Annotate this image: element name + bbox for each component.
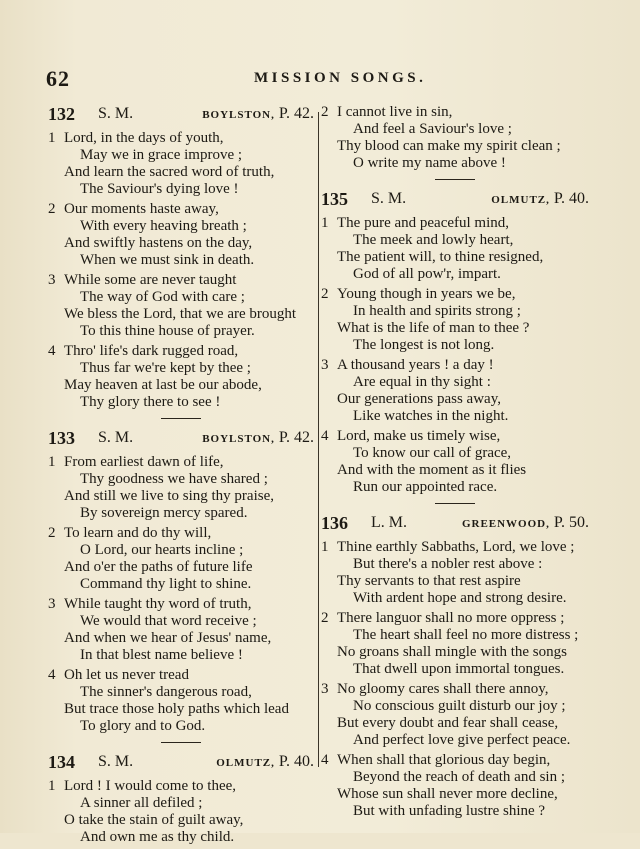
tune-page-ref: P. 40.	[278, 753, 314, 770]
verse-number: 1	[48, 130, 56, 146]
verse-line	[48, 812, 314, 829]
verse-line	[48, 394, 314, 411]
verse	[321, 104, 589, 172]
verse-number: 2	[48, 201, 56, 217]
verse-line-text: Beyond the reach of death and sin ;	[353, 769, 566, 785]
verse-line-text: And with the moment as it flies	[337, 462, 527, 478]
verse-line-text: Oh let us never tread	[64, 667, 189, 683]
verse-line-text: O Lord, our hearts incline ;	[80, 542, 244, 558]
verse-line	[321, 681, 589, 698]
hymn-meter: S. M.	[98, 429, 134, 446]
verse	[48, 778, 314, 846]
verse-line	[321, 391, 589, 408]
verse	[321, 286, 589, 354]
verse-line	[48, 377, 314, 394]
hymn-divider	[435, 503, 475, 504]
verse-line	[321, 786, 589, 803]
verse-line-text: By sovereign mercy spared.	[80, 505, 248, 521]
verse	[48, 454, 314, 522]
verse-line-text: But every doubt and fear shall cease,	[337, 715, 559, 731]
verse-line	[321, 590, 589, 607]
verse-line-text: Thy servants to that rest aspire	[337, 573, 521, 589]
verse-line-text: We bless the Lord, that we are brought	[64, 306, 297, 322]
verse-line	[48, 289, 314, 306]
verse-line	[321, 428, 589, 445]
verse-line-text: May heaven at last be our abode,	[64, 377, 262, 393]
verse-line-text: Are equal in thy sight :	[353, 374, 491, 390]
hymn-tune	[202, 429, 314, 447]
right-column	[321, 104, 589, 823]
verse-line-text: Thy glory there to see !	[80, 394, 221, 410]
verse-line	[321, 610, 589, 627]
verse-line	[48, 684, 314, 701]
verse-line	[321, 573, 589, 590]
verse-line-text: A thousand years ! a day !	[337, 357, 494, 373]
verse-line-text: What is the life of man to thee ?	[337, 320, 530, 336]
hymn-number: 132	[48, 104, 75, 124]
verse-line-text: The meek and lowly heart,	[353, 232, 514, 248]
verse-line-text: Like watches in the night.	[353, 408, 509, 424]
verse-line	[48, 795, 314, 812]
verse-line	[48, 360, 314, 377]
verse	[48, 596, 314, 664]
verse-line-text: Young though in years we be,	[337, 286, 516, 302]
verse-line	[48, 667, 314, 684]
verse-line	[48, 252, 314, 269]
verse-line-text: No groans shall mingle with the songs	[337, 644, 567, 660]
verse	[48, 343, 314, 411]
verse-line-text: The sinner's dangerous road,	[80, 684, 252, 700]
verse-line-text: The pure and peaceful mind,	[337, 215, 510, 231]
running-title: MISSION SONGS.	[254, 70, 427, 86]
verse-line-text: I cannot live in sin,	[337, 104, 453, 120]
tune-page-ref: P. 42.	[278, 429, 314, 446]
verse-line	[48, 829, 314, 846]
verse	[321, 752, 589, 820]
verse-line-text: Thy blood can make my spirit clean ;	[337, 138, 561, 154]
tune-name: BOYLSTON,	[202, 433, 275, 445]
verse-line-text: When shall that glorious day begin,	[337, 752, 551, 768]
hymn-heading	[48, 428, 314, 454]
verse-line	[48, 471, 314, 488]
verse-line	[321, 138, 589, 155]
verse-number: 4	[321, 752, 329, 768]
hymn-divider	[161, 742, 201, 743]
verse-number: 1	[321, 215, 329, 231]
verse-line-text: A sinner all defiled ;	[80, 795, 203, 811]
verse-line	[321, 374, 589, 391]
verse-line-text: There languor shall no more oppress ;	[337, 610, 565, 626]
verse-line	[321, 661, 589, 678]
verse-line-text: Our generations pass away,	[337, 391, 501, 407]
verse-number: 1	[321, 539, 329, 555]
verse-line	[321, 249, 589, 266]
verse	[48, 525, 314, 593]
hymn-tune	[491, 190, 589, 208]
verse-number: 3	[321, 681, 329, 697]
verse-number: 2	[321, 104, 329, 120]
hymn-number: 133	[48, 428, 75, 448]
hymn-number: 135	[321, 189, 348, 209]
verse-line	[321, 732, 589, 749]
verse-line-text: Lord, in the days of youth,	[64, 130, 224, 146]
verse-line	[321, 627, 589, 644]
verse-line-text: God of all pow'r, impart.	[353, 266, 501, 282]
verse-line-text: And learn the sacred word of truth,	[64, 164, 275, 180]
tune-page-ref: P. 50.	[553, 514, 589, 531]
verse-line	[48, 647, 314, 664]
tune-name: OLMUTZ,	[491, 194, 550, 206]
hymn-meter: S. M.	[98, 753, 134, 770]
verse-line-text: No conscious guilt disturb our joy ;	[353, 698, 566, 714]
verse-line-text: And perfect love give perfect peace.	[353, 732, 571, 748]
verse-line	[321, 266, 589, 283]
verse-line	[48, 542, 314, 559]
verse-line-text: To know our call of grace,	[353, 445, 512, 461]
verse-line-text: May we in grace improve ;	[80, 147, 243, 163]
verse-line-text: Whose sun shall never more decline,	[337, 786, 558, 802]
verse-line-text: Thro' life's dark rugged road,	[64, 343, 239, 359]
verse-line	[321, 215, 589, 232]
verse-line-text: Our moments haste away,	[64, 201, 219, 217]
verse-line	[48, 235, 314, 252]
verse-line-text: To this thine house of prayer.	[80, 323, 255, 339]
verse-line-text: No gloomy cares shall there annoy,	[337, 681, 549, 697]
tune-name: GREENWOOD,	[461, 518, 550, 530]
verse-line	[321, 445, 589, 462]
verse-line	[321, 769, 589, 786]
verse-line-text: But with unfading lustre shine ?	[353, 803, 546, 819]
tune-page-ref: P. 42.	[278, 105, 314, 122]
verse-line	[48, 701, 314, 718]
left-column	[48, 104, 314, 849]
verse-line-text: To learn and do thy will,	[64, 525, 212, 541]
verse-number: 1	[48, 778, 56, 794]
verse-line-text: That dwell upon immortal tongues.	[353, 661, 565, 677]
verse-number: 2	[48, 525, 56, 541]
verse-line	[321, 337, 589, 354]
verse-line-text: The longest is not long.	[353, 337, 495, 353]
verse-line	[321, 121, 589, 138]
verse-line	[48, 778, 314, 795]
verse-line	[321, 232, 589, 249]
verse-line	[48, 525, 314, 542]
verse-number: 3	[48, 596, 56, 612]
verse-number: 3	[48, 272, 56, 288]
verse-line-text: But trace those holy paths which lead	[64, 701, 289, 717]
verse-line	[321, 303, 589, 320]
page-header	[46, 66, 606, 92]
verse-line-text: We would that word receive ;	[80, 613, 257, 629]
verse-line	[321, 715, 589, 732]
verse-line-text: To glory and to God.	[80, 718, 206, 734]
verse-line-text: And own me as thy child.	[80, 829, 235, 845]
verse-number: 2	[321, 610, 329, 626]
verse-line	[321, 320, 589, 337]
verse	[321, 610, 589, 678]
verse-line-text: The heart shall feel no more distress ;	[353, 627, 579, 643]
verse-line	[48, 323, 314, 340]
verse-line	[48, 147, 314, 164]
verse-line	[321, 104, 589, 121]
verse-line-text: And still we live to sing thy praise,	[64, 488, 274, 504]
hymn-number: 136	[321, 513, 348, 533]
verse-line	[48, 272, 314, 289]
verse-line-text: The patient will, to thine resigned,	[337, 249, 544, 265]
verse-line-text: Run our appointed race.	[353, 479, 498, 495]
hymn-meter: S. M.	[98, 105, 134, 122]
verse-line	[321, 752, 589, 769]
hymn-meter: S. M.	[371, 190, 407, 207]
verse-line-text: In that blest name believe !	[80, 647, 243, 663]
verse-line	[321, 286, 589, 303]
hymn-heading	[48, 104, 314, 130]
verse-line	[48, 505, 314, 522]
verse-line-text: Command thy light to shine.	[80, 576, 252, 592]
hymn-tune	[462, 514, 589, 532]
verse-line-text: O write my name above !	[353, 155, 506, 171]
verse-line	[321, 408, 589, 425]
verse-line	[48, 164, 314, 181]
verse-line-text: With every heaving breath ;	[80, 218, 247, 234]
verse-line	[48, 130, 314, 147]
tune-page-ref: P. 40.	[553, 190, 589, 207]
verse-line-text: And feel a Saviour's love ;	[353, 121, 512, 137]
verse-line	[48, 343, 314, 360]
verse-line	[321, 803, 589, 820]
verse-line-text: And swiftly hastens on the day,	[64, 235, 253, 251]
hymn-tune	[202, 105, 314, 123]
hymn-heading	[321, 513, 589, 539]
verse	[48, 667, 314, 735]
verse-line-text: Thine earthly Sabbaths, Lord, we love ;	[337, 539, 575, 555]
verse-line-text: Thus far we're kept by thee ;	[80, 360, 251, 376]
verse-line-text: O take the stain of guilt away,	[64, 812, 244, 828]
hymn-heading	[48, 752, 314, 778]
verse-number: 4	[321, 428, 329, 444]
verse	[321, 681, 589, 749]
verse-line	[48, 306, 314, 323]
hymn-number: 134	[48, 752, 75, 772]
verse-line	[48, 181, 314, 198]
verse-line	[321, 698, 589, 715]
tune-name: OLMUTZ,	[216, 757, 275, 769]
verse-line-text: In health and spirits strong ;	[353, 303, 521, 319]
verse-line	[48, 613, 314, 630]
verse-line	[48, 630, 314, 647]
verse-line-text: Lord ! I would come to thee,	[64, 778, 237, 794]
verse	[321, 428, 589, 496]
verse-line	[48, 576, 314, 593]
verse	[321, 215, 589, 283]
verse-line-text: But there's a nobler rest above :	[353, 556, 543, 572]
verse-line-text: Lord, make us timely wise,	[337, 428, 501, 444]
verse-line-text: With ardent hope and strong desire.	[353, 590, 567, 606]
verse-line-text: When we must sink in death.	[80, 252, 255, 268]
verse-line-text: Thy goodness we have shared ;	[80, 471, 268, 487]
verse-number: 1	[48, 454, 56, 470]
verse-line	[321, 462, 589, 479]
verse-line	[48, 596, 314, 613]
hymn-divider	[161, 418, 201, 419]
verse-line-text: And when we hear of Jesus' name,	[64, 630, 272, 646]
column-rule	[318, 112, 319, 767]
verse-number: 4	[48, 343, 56, 359]
verse-number: 3	[321, 357, 329, 373]
verse-line-text: While some are never taught	[64, 272, 237, 288]
verse-line	[321, 357, 589, 374]
hymn-meter: L. M.	[371, 514, 407, 531]
verse-line-text: The way of God with care ;	[80, 289, 245, 305]
verse	[48, 130, 314, 198]
hymn-heading	[321, 189, 589, 215]
verse-line-text: And o'er the paths of future life	[64, 559, 253, 575]
verse-line	[48, 201, 314, 218]
verse-number: 2	[321, 286, 329, 302]
verse-line	[321, 539, 589, 556]
verse-line-text: From earliest dawn of life,	[64, 454, 224, 470]
verse-number: 4	[48, 667, 56, 683]
page-number: 62	[46, 66, 70, 91]
hymn-divider	[435, 179, 475, 180]
verse	[48, 272, 314, 340]
verse-line-text: The Saviour's dying love !	[80, 181, 239, 197]
verse	[48, 201, 314, 269]
verse	[321, 357, 589, 425]
verse-line	[321, 644, 589, 661]
verse-line	[48, 218, 314, 235]
verse-line	[48, 718, 314, 735]
verse-line	[48, 559, 314, 576]
tune-name: BOYLSTON,	[202, 109, 275, 121]
verse-line	[321, 479, 589, 496]
verse-line	[48, 454, 314, 471]
verse-line	[321, 556, 589, 573]
hymn-tune	[216, 753, 314, 771]
verse	[321, 539, 589, 607]
verse-line	[48, 488, 314, 505]
verse-line	[321, 155, 589, 172]
verse-line-text: While taught thy word of truth,	[64, 596, 252, 612]
